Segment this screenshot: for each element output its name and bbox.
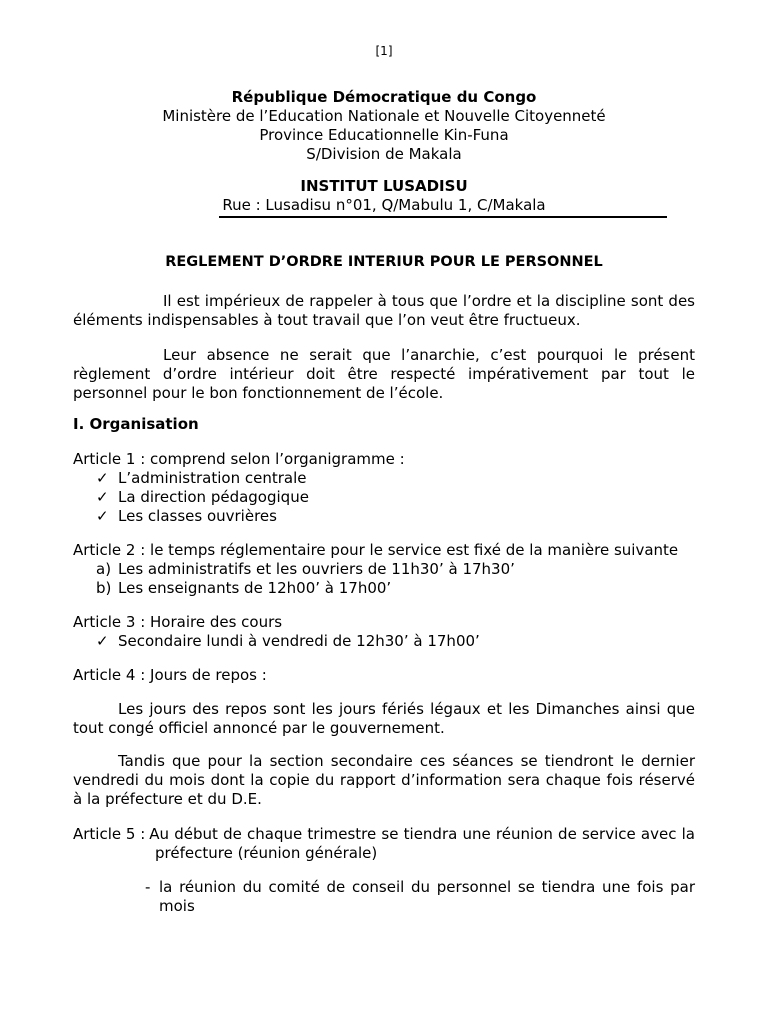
- article-5-line-2: préfecture (réunion générale): [155, 844, 378, 862]
- institute-block: [0, 177, 768, 215]
- article-5-label: Article 5 :: [73, 825, 146, 843]
- institute-address: Rue : Lusadisu n°01, Q/Mabulu 1, C/Makala: [222, 196, 546, 214]
- article-3-heading: Article 3 : Horaire des cours: [73, 613, 283, 631]
- institute-name: INSTITUT LUSADISU: [300, 177, 468, 195]
- dash-marker: -: [145, 878, 151, 896]
- article-5-line-1: [73, 825, 695, 844]
- article-5-text: Au début de chaque trimestre se tiendra une réunion de service avec la: [149, 825, 695, 843]
- check-icon: ✓: [96, 507, 109, 525]
- article-2-heading: Article 2 : le temps réglementaire pour le service est fixé de la manière suivante: [73, 541, 679, 559]
- list-item: b) Les enseignants de 12h00’ à 17h00’: [96, 579, 392, 597]
- list-item: ✓ La direction pédagogique: [96, 488, 309, 506]
- intro-paragraph-2: Leur absence ne serait que l’anarchie, c’est pourquoi le présent règlement d’ordre intérieur doit être respecté impérativement par tout le personnel pour le bon fonctionnement de l’école.: [73, 346, 695, 402]
- header-divider: [219, 216, 667, 218]
- article-4-paragraph-2: Tandis que pour la section secondaire ces séances se tiendront le dernier vendredi du mois dont la copie du rapport d’information sera chaque fois réservé à la préfecture et du D.E.: [73, 752, 695, 808]
- document-title: REGLEMENT D’ORDRE INTERIUR POUR LE PERSONNEL: [165, 254, 603, 270]
- article-5-dash-continuation: mois: [159, 897, 195, 915]
- check-icon: ✓: [96, 488, 109, 506]
- page-number: [1]: [375, 44, 393, 58]
- section-heading-organisation: I. Organisation: [73, 415, 199, 433]
- list-item: ✓ L’administration centrale: [96, 469, 307, 487]
- letterhead: [0, 88, 768, 164]
- article-4-heading: Article 4 : Jours de repos :: [73, 666, 267, 684]
- article-4-paragraph-1: Les jours des repos sont les jours fériés légaux et les Dimanches ainsi que tout congé officiel annoncé par le gouvernement.: [73, 700, 695, 737]
- ministry-name: Ministère de l’Education Nationale et Nouvelle Citoyenneté: [162, 107, 606, 125]
- country-name: République Démocratique du Congo: [231, 88, 537, 106]
- article-5-dash-item: - la réunion du comité de conseil du personnel se tiendra une fois par: [145, 878, 695, 896]
- list-item: ✓ Les classes ouvrières: [96, 507, 277, 525]
- subdivision-name: S/Division de Makala: [306, 145, 462, 163]
- check-icon: ✓: [96, 632, 109, 650]
- province-name: Province Educationnelle Kin-Funa: [259, 126, 509, 144]
- list-item: a) Les administratifs et les ouvriers de 11h30’ à 17h30’: [96, 560, 515, 578]
- article-1-heading: Article 1 : comprend selon l’organigramme :: [73, 450, 405, 468]
- list-item: ✓ Secondaire lundi à vendredi de 12h30’ à 17h00’: [96, 632, 480, 650]
- intro-paragraph-1: Il est impérieux de rappeler à tous que l’ordre et la discipline sont des éléments indispensables à tout travail que l’on veut être fructueux.: [73, 292, 695, 329]
- check-icon: ✓: [96, 469, 109, 487]
